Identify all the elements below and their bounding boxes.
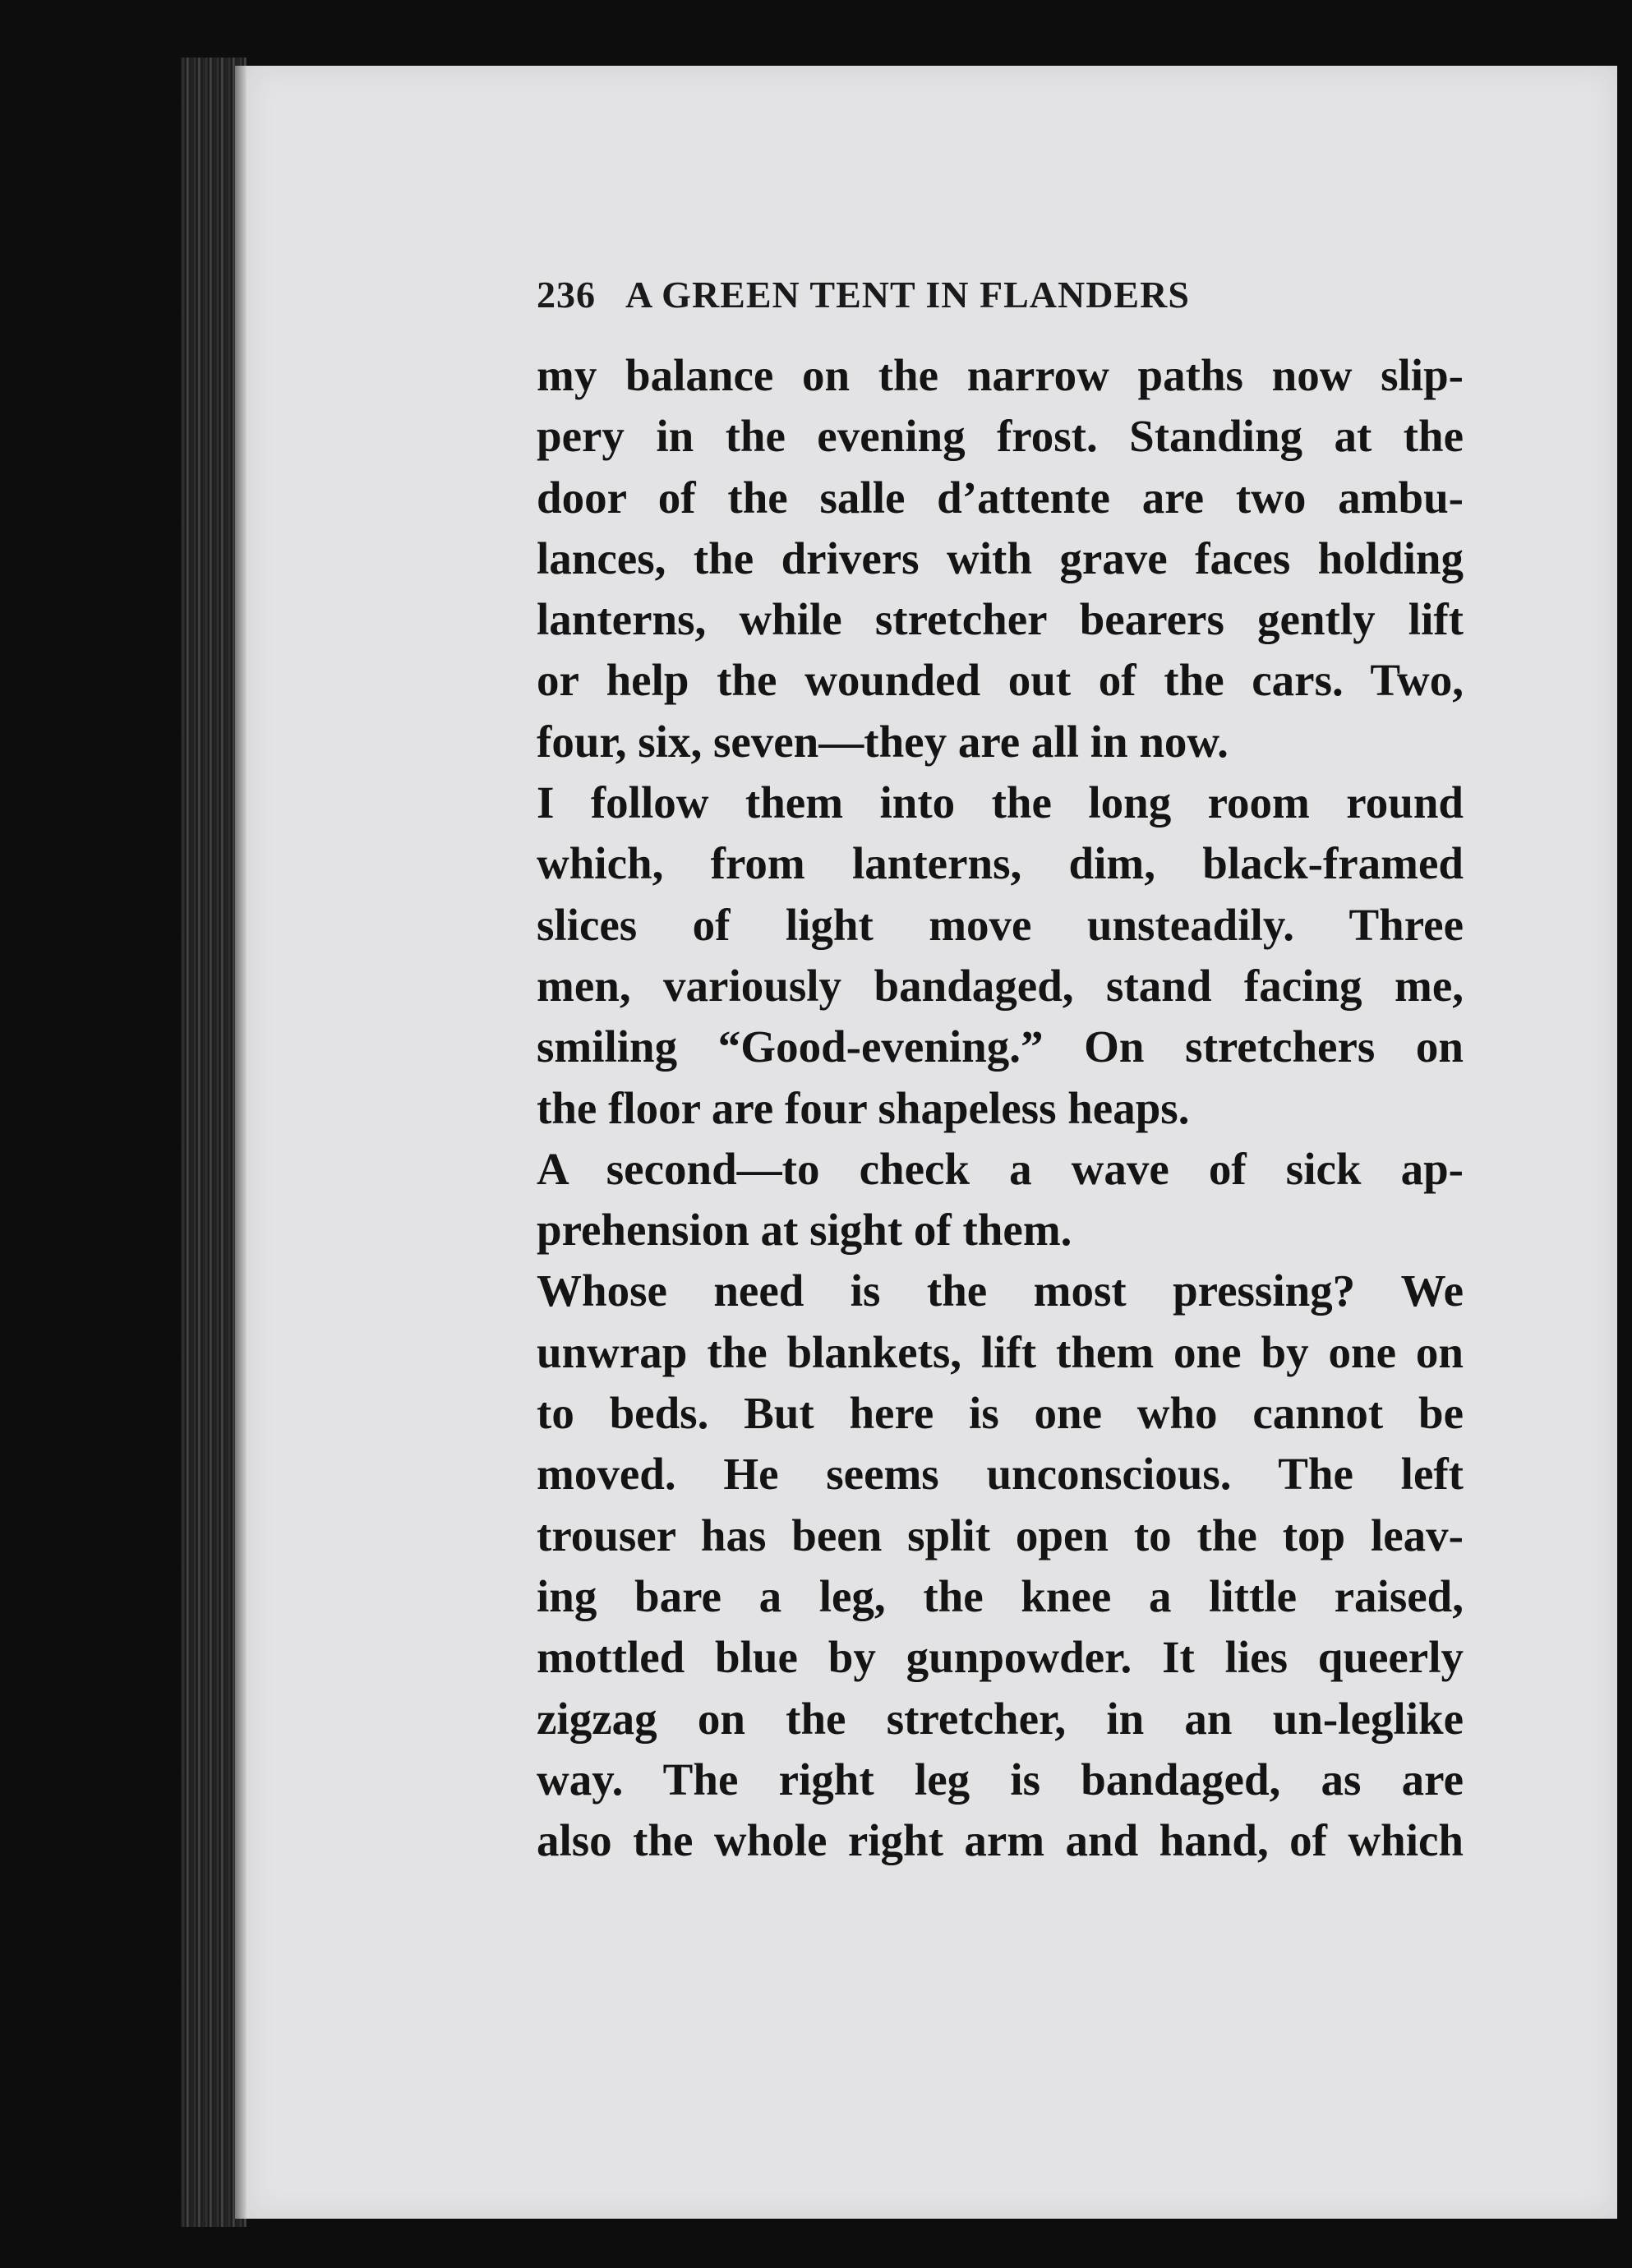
text-line: also the whole right arm and hand, of which (537, 1815, 1464, 1866)
page-edge (235, 66, 247, 2219)
text-line: lanterns, while stretcher bearers gently lift (537, 594, 1464, 645)
text-line: four, six, seven—they are all in now. (537, 716, 1229, 767)
text-line: ing bare a leg, the knee a little raised, (537, 1570, 1464, 1621)
text-line: the floor are four shapeless heaps. (537, 1082, 1190, 1133)
text-line: moved. He seems unconscious. The left (537, 1449, 1464, 1500)
page-number: 236 (537, 274, 596, 316)
text-line: door of the salle d’attente are two ambu- (537, 472, 1464, 523)
text-line: men, variously bandaged, stand facing me, (537, 960, 1464, 1011)
text-line: to beds. But here is one who cannot be (537, 1388, 1464, 1439)
text-line: zigzag on the stretcher, in an un-leglike (537, 1693, 1464, 1744)
text-line: which, from lanterns, dim, black-framed (537, 838, 1464, 889)
running-head (537, 273, 1358, 316)
text-line: lances, the drivers with grave faces holding (537, 532, 1464, 583)
running-head-title: A GREEN TENT IN FLANDERS (625, 274, 1190, 316)
text-line: or help the wounded out of the cars. Two, (537, 655, 1464, 706)
text-line: I follow them into the long room round (537, 777, 1464, 828)
text-line: trouser has been split open to the top leav- (537, 1510, 1464, 1560)
text-line: mottled blue by gunpowder. It lies queerly (537, 1632, 1464, 1683)
text-line: my balance on the narrow paths now slip- (537, 350, 1464, 400)
text-line: prehension at sight of them. (537, 1205, 1072, 1256)
text-line: slices of light move unsteadily. Three (537, 899, 1464, 950)
text-line: way. The right leg is bandaged, as are (537, 1754, 1464, 1805)
text-line: unwrap the blankets, lift them one by one on (537, 1326, 1464, 1377)
text-line: pery in the evening frost. Standing at the (537, 411, 1464, 462)
text-line: smiling “Good-evening.” On stretchers on (537, 1021, 1464, 1072)
text-line: A second—to check a wave of sick ap- (537, 1143, 1464, 1194)
body-text (537, 345, 1464, 1871)
paragraph (537, 345, 1464, 1871)
text-line: Whose need is the most pressing? We (537, 1265, 1464, 1316)
